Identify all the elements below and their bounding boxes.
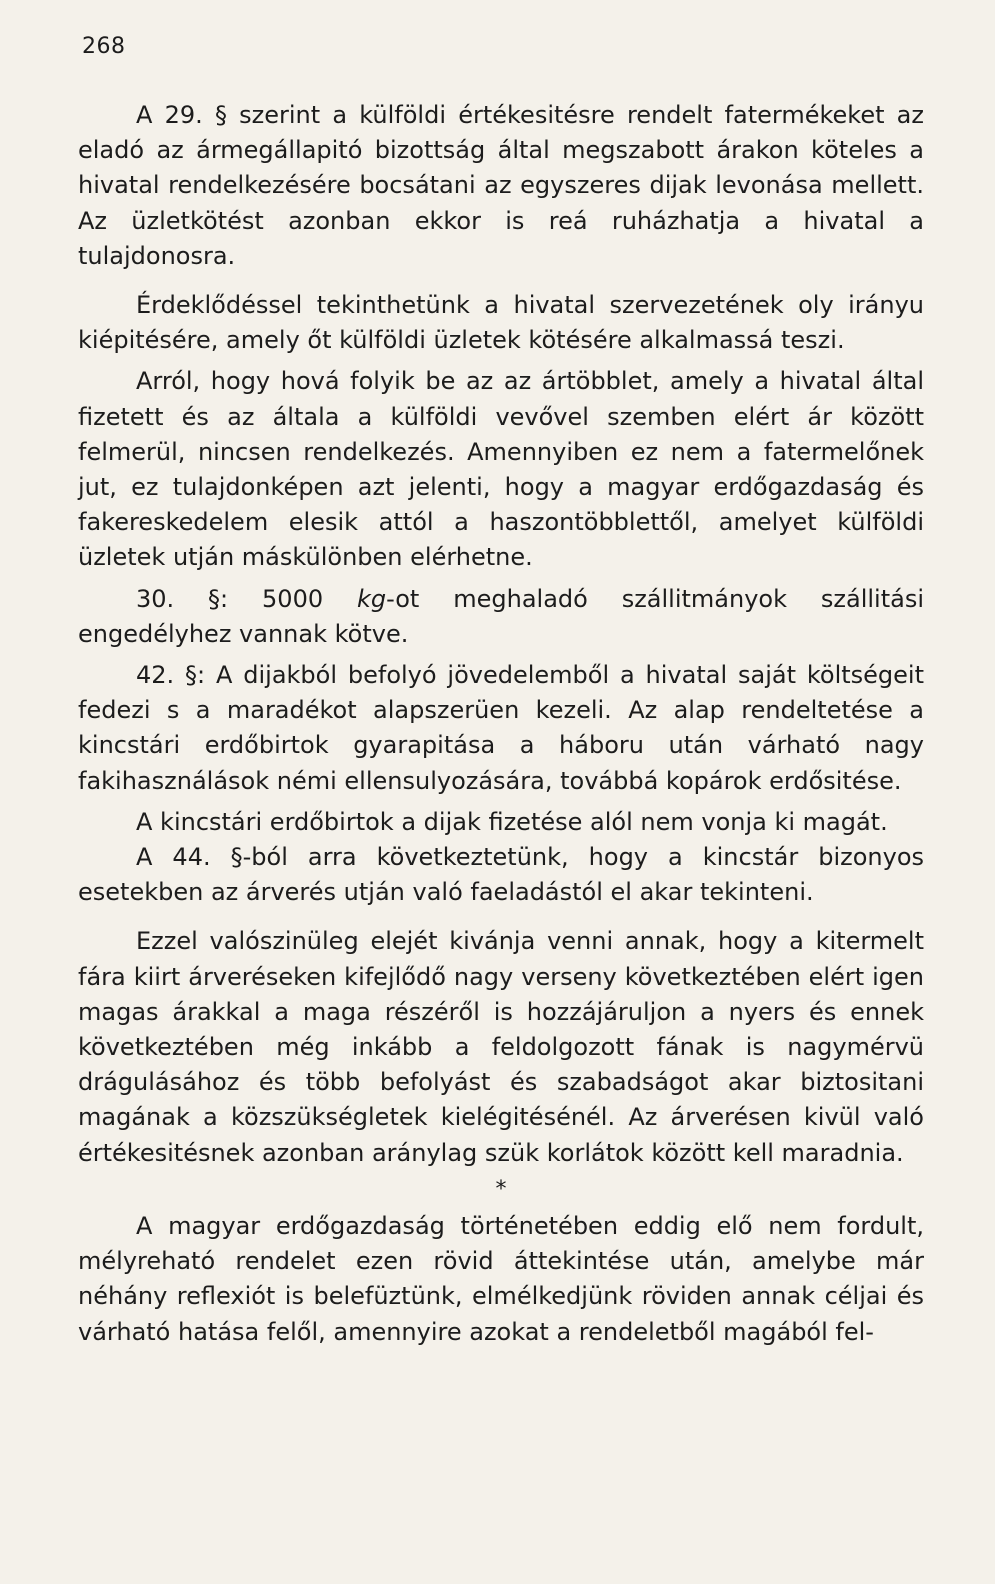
section-30-prefix: 30. §: 5000 [136, 584, 357, 613]
paragraph-section-42: 42. §: A dijakból befolyó jövedelemből a hivatal saját költségeit fedezi s a maradékot alapszerüen kezeli. Az alap rendeltetése a kincstári erdőbirtok gyarapitása a háboru után várható nagy fakihasználások némi ellensulyozására, továbbá kopárok erdősitése. [78, 661, 924, 795]
paragraph-auction: Ezzel valószinüleg elejét kivánja venni annak, hogy a kitermelt fára kiirt árveréseken kifejlődő nagy verseny következtében elért igen magas árakkal a maga részéről is hozzájáruljon a nyers és ennek következtében még inkább a feldolgozott fának is nagymérvü drágulásához és több befolyást és szabadságot akar biztositani magának a közszükségletek kielégitésénél. Az árverésen kivül való értékesitésnek azonban aránylag szük korlátok között kell maradnia. [78, 927, 924, 1167]
paragraph-section-44: A 44. §-ból arra következtetünk, hogy a kincstár bizonyos esetekben az árverés utján való faeladástól el akar tekinteni. [78, 843, 924, 907]
paragraph-treasury: A kincstári erdőbirtok a dijak fizetése alól nem vonja ki magát. [136, 807, 888, 836]
section-30-suffix: -ot meghaladó szállitmányok szállitási engedélyhez vannak kötve. [78, 584, 924, 648]
section-30-unit: kg [357, 584, 387, 613]
paragraph-section-29: A 29. § szerint a külföldi értékesitésre rendelt fatermékeket az eladó az ármegállapitó bizottság által megszabott árakon köteles a hivatal rendelkezésére bocsátani az egyszeres dijak levonása mellett. Az üzletkötést azonban ekkor is reá ruházhatja a hivatal a tulajdonosra. [78, 101, 924, 270]
paragraph-section-30 [78, 582, 924, 652]
paragraph-organization: Érdeklődéssel tekinthetünk a hivatal szervezetének oly irányu kiépitésére, amely őt külföldi üzletek kötésére alkalmassá teszi. [78, 291, 924, 355]
page-number: 268 [82, 34, 126, 59]
paragraph-final: A magyar erdőgazdaság történetében eddig elő nem fordult, mélyreható rendelet ezen rövid áttekintése után, amelybe már néhány reflexiót is belefüztünk, elmélkedjünk röviden annak céljai és várható hatása felől, amennyire azokat a rendeletből magából fel- [78, 1211, 924, 1346]
paragraph-price-surplus: Arról, hogy hová folyik be az az ártöbblet, amely a hivatal által fizetett és az általa a külföldi vevővel szemben elért ár között felmerül, nincsen rendelkezés. Amennyiben ez nem a fatermelőnek jut, ez tulajdonképen azt jelenti, hogy a magyar erdőgazdaság és fakereskedelem elesik attól a haszontöbblettől, amelyet külföldi üzletek utján máskülönben elérhetne. [78, 367, 924, 572]
section-separator: * [495, 1176, 507, 1202]
body-text [78, 98, 924, 1350]
